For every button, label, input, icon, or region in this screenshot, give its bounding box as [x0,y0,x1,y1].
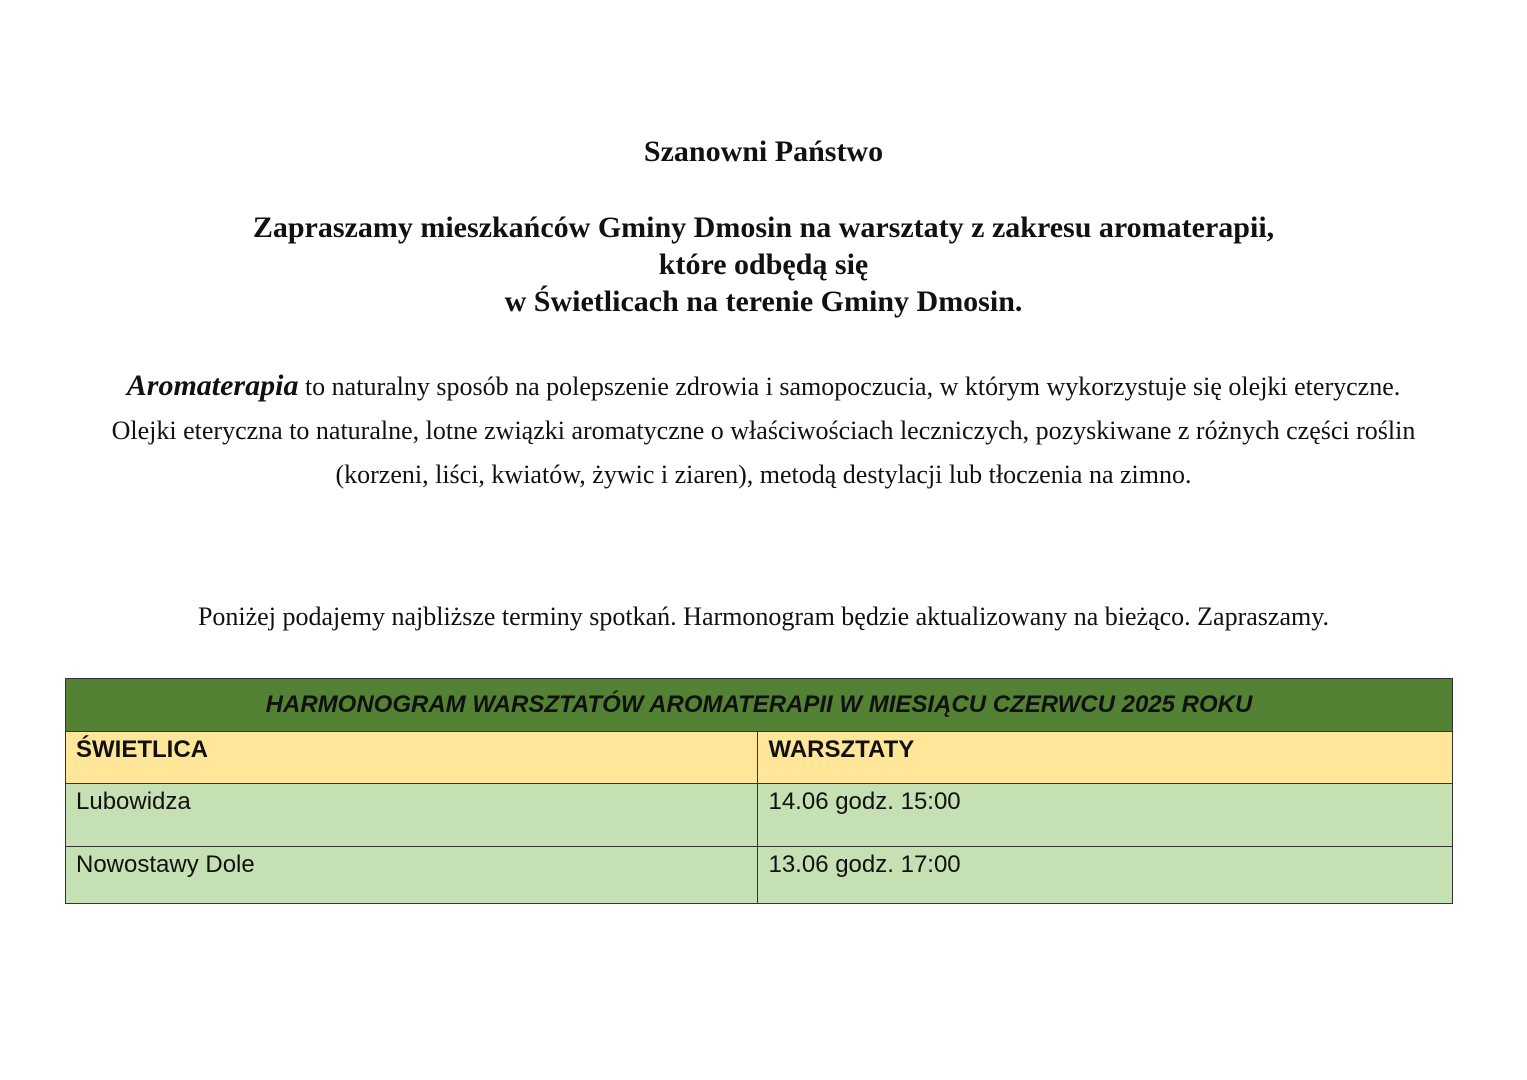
schedule-header-row [66,732,1453,784]
column-header-place: ŚWIETLICA [66,732,758,784]
invitation-line-2: które odbędą się [658,248,869,281]
greeting-heading: Szanowni Państwo [643,135,884,168]
intro-text: to naturalny sposób na polepszenie zdrowia i samopoczucia, w którym wykorzystuje się olejki eteryczne. Olejki eteryczna to naturalne, lotne związki aromatyczne o właściwościach leczniczych, pozyskiwane z różnych części roślin (korzeni, liści, kwiatów, żywic i ziaren), metodą destylacji lub tłoczenia na zimno. [111,372,1416,489]
column-header-workshops: WARSZTATY [758,732,1453,784]
schedule-notice: Poniżej podajemy najbliższe terminy spotkań. Harmonogram będzie aktualizowany na bieżąco. Zapraszamy. [197,602,1330,631]
row-date: 14.06 godz. 15:00 [758,784,1453,847]
schedule-title: HARMONOGRAM WARSZTATÓW AROMATERAPII W MIESIĄCU CZERWCU 2025 ROKU [66,679,1453,732]
invitation-heading [0,209,1527,320]
row-place: Lubowidza [66,784,758,847]
schedule-title-row [66,679,1453,732]
schedule-table [65,678,1453,904]
invitation-line-1: Zapraszamy mieszkańców Gminy Dmosin na warsztaty z zakresu aromaterapii, [252,211,1275,244]
intro-term: Aromaterapia [126,369,299,402]
invitation-line-3: w Świetlicach na terenie Gminy Dmosin. [504,285,1023,318]
table-row [66,784,1453,847]
row-place: Nowostawy Dole [66,847,758,904]
table-row [66,847,1453,904]
intro-paragraph [100,364,1427,497]
row-date: 13.06 godz. 17:00 [758,847,1453,904]
